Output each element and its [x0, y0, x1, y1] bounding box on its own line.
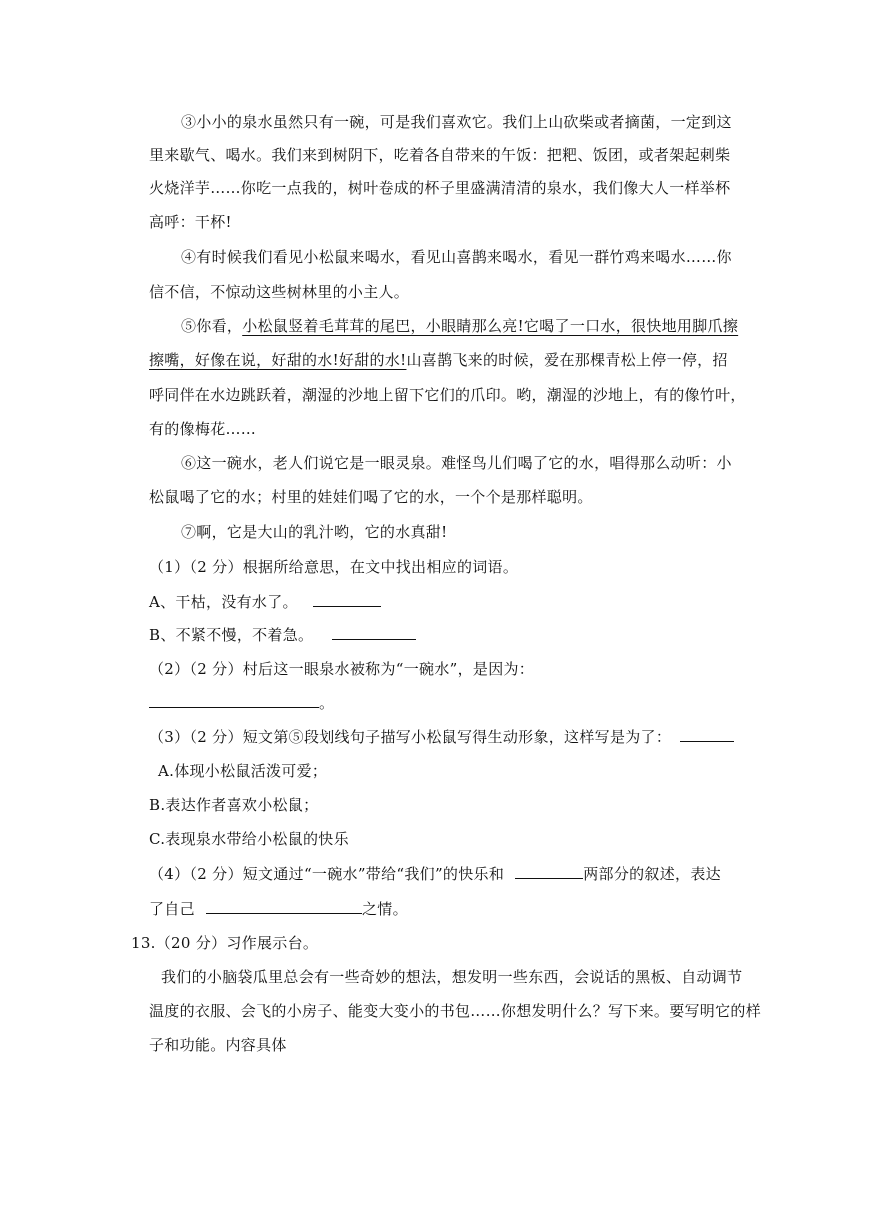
p3-line-2: 里来歇气、喝水。我们来到树阴下，吃着各自带来的午饭：把粑、饭团，或者架起刺柴 [149, 146, 731, 164]
answer-blank-q2[interactable] [149, 693, 319, 708]
q4-line-1-part-1: （4）（2 分）短文通过“一碗水”带给“我们”的快乐和 [149, 865, 505, 883]
q1-stem: （1）（2 分）根据所给意思，在文中找出相应的词语。 [149, 558, 519, 576]
q13-heading: 13.（20 分）习作展示台。 [131, 934, 319, 952]
answer-blank-q4b[interactable] [206, 899, 362, 914]
q13-line-2: 温度的衣服、会飞的小房子、能变大变小的书包……你想发明什么？写下来。要写明它的样 [149, 1002, 762, 1020]
p6-line-2: 松鼠喝了它的水；村里的娃娃们喝了它的水，一个个是那样聪明。 [149, 488, 593, 506]
p3-line-4: 高呼：干杯! [149, 213, 232, 231]
q3-stem: （3）（2 分）短文第⑤段划线句子描写小松鼠写得生动形象，这样写是为了： [149, 728, 672, 746]
p6-line-1: ⑥这一碗水，老人们说它是一眼灵泉。难怪鸟儿们喝了它的水，唱得那么动听：小 [181, 454, 732, 472]
p3-line-1: ③小小的泉水虽然只有一碗，可是我们喜欢它。我们上山砍柴或者摘菌，一定到这 [181, 113, 732, 131]
q4-line-2-part-2: 之情。 [361, 900, 408, 918]
answer-blank-q4a[interactable] [515, 864, 583, 879]
q2-answer-line [149, 693, 334, 713]
underlined-sentence-part-1: 小松鼠竖着毛茸茸的尾巴，小眼睛那么亮!它喝了一口水，很快地用脚爪擦 [242, 317, 739, 335]
q13-line-1: 我们的小脑袋瓜里总会有一些奇妙的想法，想发明一些东西，会说话的黑板、自动调节 [161, 968, 743, 986]
answer-blank-q1b[interactable] [332, 625, 416, 640]
answer-blank-q3[interactable] [680, 727, 734, 742]
p4-line-2: 信不信，不惊动这些树林里的小主人。 [149, 283, 410, 301]
q4-line-2-part-1: 了自己 [149, 900, 195, 918]
p5-line-1-prefix: ⑤你看， [181, 317, 243, 335]
answer-blank-q1a[interactable] [313, 592, 381, 607]
q1-option-b [149, 625, 416, 645]
q2-end-period: 。 [319, 694, 335, 712]
p5-line-4: 有的像梅花…… [149, 420, 257, 438]
p3-line-3: 火烧洋芋……你吃一点我的，树叶卷成的杯子里盛满清清的泉水，我们像大人一样举杯 [149, 179, 731, 197]
p5-line-3: 呼同伴在水边跳跃着，潮湿的沙地上留下它们的爪印。哟，潮湿的沙地上，有的像竹叶， [149, 386, 746, 404]
q1-option-a [149, 592, 381, 612]
q4-line-1-part-2: 两部分的叙述，表达 [583, 865, 721, 883]
q2-stem: （2）（2 分）村后这一眼泉水被称为“一碗水”，是因为： [149, 660, 535, 678]
underlined-sentence-part-2: 擦嘴，好像在说，好甜的水!好甜的水! [149, 351, 407, 369]
q3-option-c: C.表现泉水带给小松鼠的快乐 [149, 830, 349, 848]
q1-option-a-text: A、干枯，没有水了。 [149, 593, 298, 611]
q1-option-b-text: B、不紧不慢，不着急。 [149, 626, 314, 644]
p5-line-2-rest: 山喜鹊飞来的时候，爱在那棵青松上停一停，招 [406, 351, 728, 369]
q3-stem-line [149, 727, 734, 747]
q3-option-a: A.体现小松鼠活泼可爱； [158, 762, 328, 780]
q4-line-1 [149, 864, 721, 884]
p5-line-2 [149, 350, 728, 370]
q13-line-3: 子和功能。内容具体 [149, 1036, 287, 1054]
p7-line-1: ⑦啊，它是大山的乳汁哟，它的水真甜! [181, 523, 448, 541]
p4-line-1: ④有时候我们看见小松鼠来喝水，看见山喜鹊来喝水，看见一群竹鸡来喝水……你 [181, 248, 732, 266]
q4-line-2 [149, 899, 408, 919]
p5-line-1 [181, 316, 738, 336]
q3-option-b: B.表达作者喜欢小松鼠； [149, 796, 319, 814]
